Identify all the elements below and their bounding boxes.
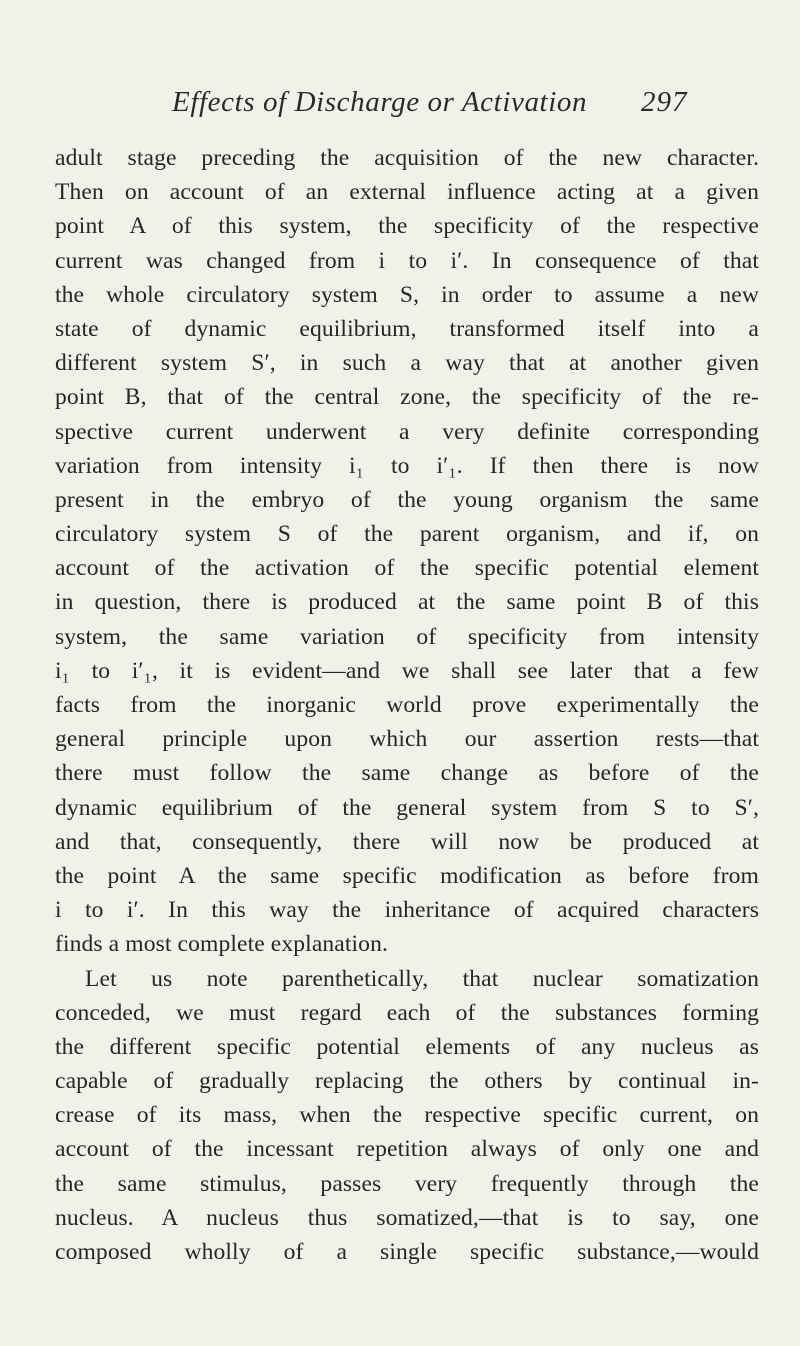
text-line: facts from the inorganic world prove experimentally the (55, 692, 759, 718)
paragraph-start-line: Let us note parenthetically, that nuclear somatization (85, 965, 759, 992)
running-head (0, 86, 800, 126)
text-line: i₁ to i′₁, it is evident—and we shall see later that a few (55, 657, 759, 684)
text-line: the point A the same specific modification as before from (55, 862, 759, 889)
text-line: Then on account of an external influence acting at a given (55, 179, 759, 206)
text-line: the whole circulatory system S, in order to assume a new (55, 281, 759, 308)
text-line: circulatory system S of the parent organism, and if, on (55, 521, 759, 548)
text-line: different system S′, in such a way that at another given (55, 350, 759, 377)
text-line: variation from intensity i₁ to i′₁. If then there is now (55, 452, 759, 479)
chapter-title: Effects of Discharge or Activation (172, 86, 588, 118)
text-line: point B, that of the central zone, the specificity of the re- (55, 384, 759, 411)
text-line: point A of this system, the specificity of the respective (55, 213, 759, 240)
text-line: system, the same variation of specificity from intensity (55, 623, 759, 650)
text-line: in question, there is produced at the same point B of this (55, 589, 759, 616)
page-number: 297 (641, 86, 688, 118)
text-line: adult stage preceding the acquisition of the new character. (55, 145, 759, 171)
text-line: the different specific potential elements of any nucleus as (55, 1033, 759, 1060)
text-line: current was changed from i to i′. In consequence of that (55, 247, 759, 274)
text-line: and that, consequently, there will now be produced at (55, 828, 759, 855)
text-line: i to i′. In this way the inheritance of acquired characters (55, 897, 759, 924)
text-line: conceded, we must regard each of the substances forming (55, 999, 759, 1026)
text-line: the same stimulus, passes very frequently through the (55, 1170, 759, 1197)
body-text (55, 141, 759, 1269)
text-line: spective current underwent a very definite corresponding (55, 418, 759, 445)
text-line: state of dynamic equilibrium, transformed itself into a (55, 315, 759, 342)
text-line: present in the embryo of the young organism the same (55, 486, 759, 513)
text-line: account of the incessant repetition always of only one and (55, 1136, 759, 1163)
paragraph-end-line: finds a most complete explanation. (55, 931, 388, 958)
text-line: dynamic equilibrium of the general system from S to S′, (55, 794, 759, 821)
text-line: there must follow the same change as before of the (55, 760, 759, 787)
text-line: nucleus. A nucleus thus somatized,—that is to say, one (55, 1204, 759, 1231)
text-line: composed wholly of a single specific substance,—would (55, 1239, 759, 1265)
text-line: crease of its mass, when the respective specific current, on (55, 1102, 759, 1129)
text-line: general principle upon which our assertion rests—that (55, 726, 759, 753)
text-line: capable of gradually replacing the others by continual in- (55, 1068, 759, 1095)
text-line: account of the activation of the specific potential element (55, 555, 759, 582)
